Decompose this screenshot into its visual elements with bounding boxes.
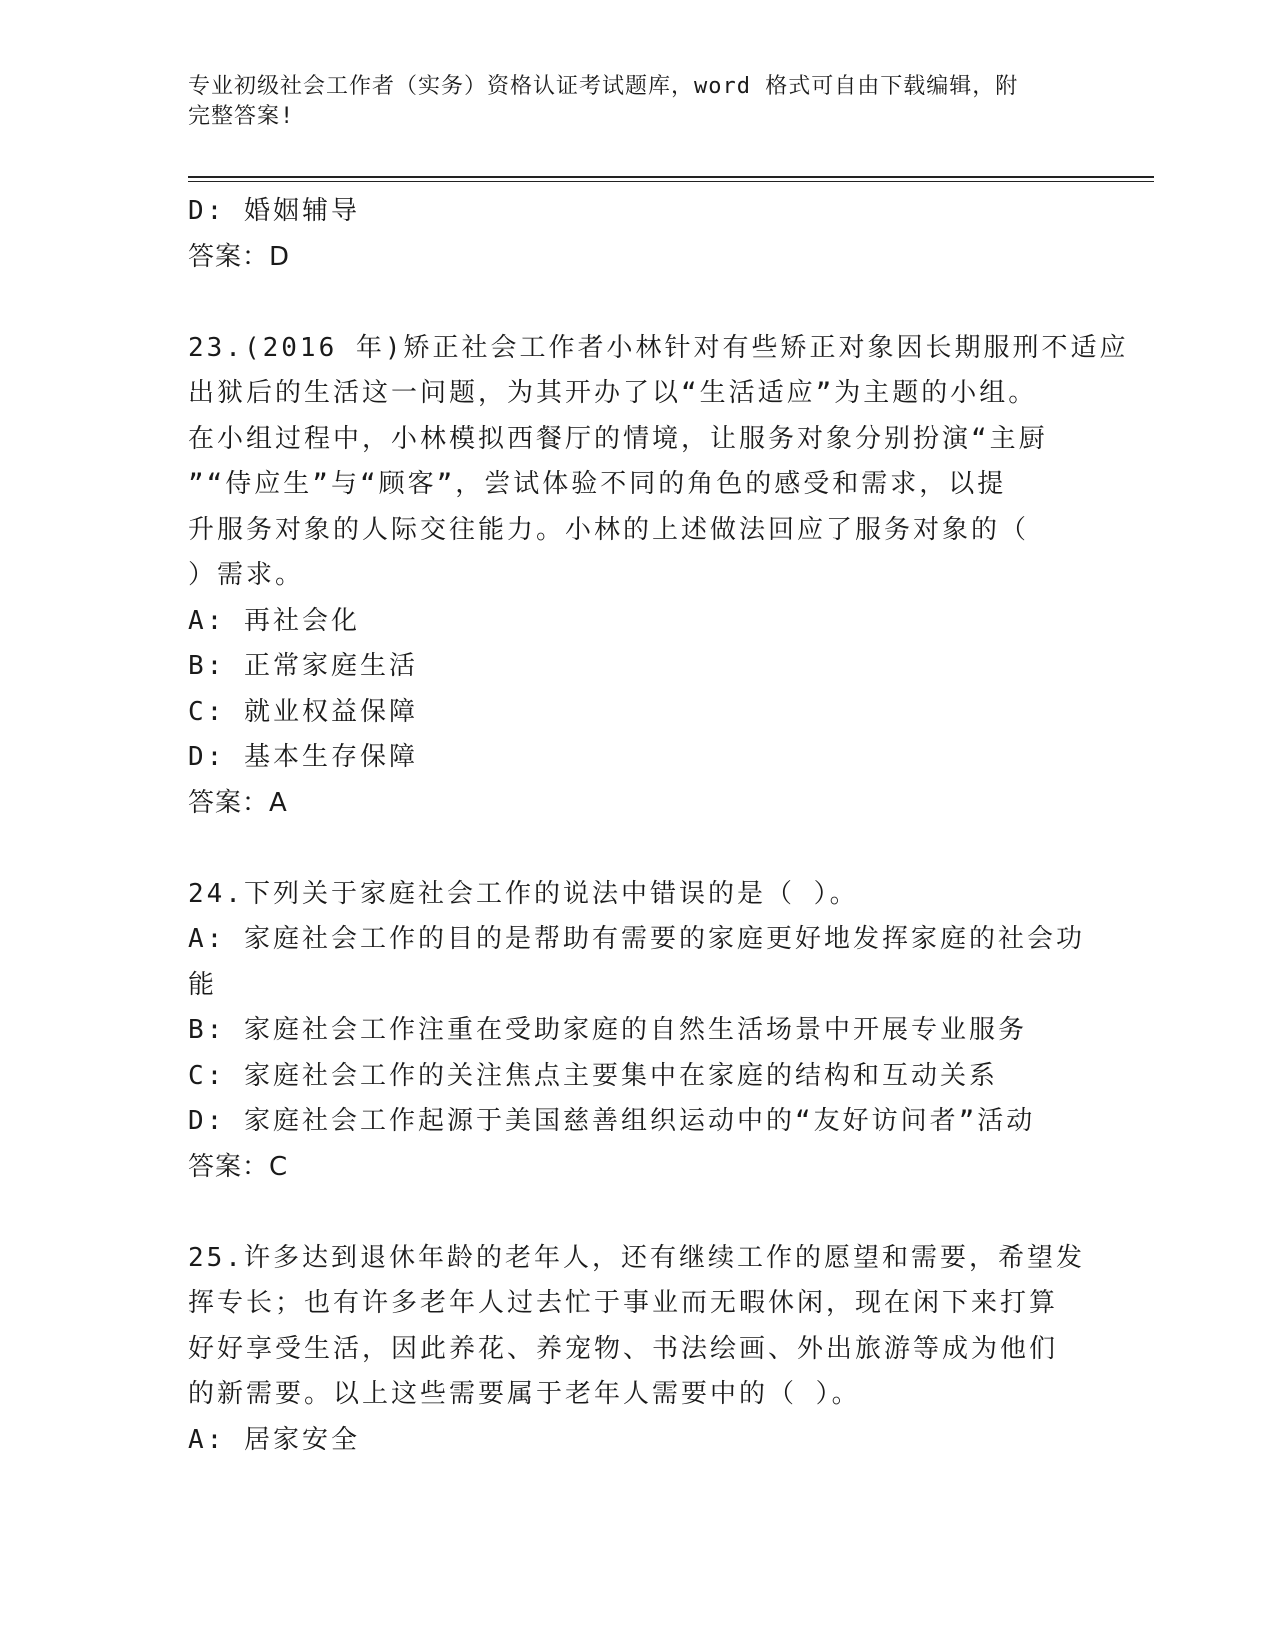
answer-line: 答案：A — [188, 787, 288, 818]
option-d: D: 家庭社会工作起源于美国慈善组织运动中的“友好访问者”活动 — [188, 1106, 1036, 1136]
question-text-line: ）需求。 — [188, 560, 305, 590]
option-a: A: 再社会化 — [188, 605, 360, 636]
question-text-line: 好好享受生活，因此养花、养宠物、书法绘画、外出旅游等成为他们 — [188, 1333, 1059, 1364]
option-b: B: 家庭社会工作注重在受助家庭的自然生活场景中开展专业服务 — [188, 1015, 1027, 1045]
question-text-line: ”“侍应生”与“顾客”，尝试体验不同的角色的感受和需求，以提 — [188, 469, 1007, 499]
question-text-line: 挥专长；也有许多老年人过去忙于事业而无暇休闲，现在闲下来打算 — [188, 1288, 1059, 1318]
page-header — [188, 72, 1068, 132]
question-text-line: 升服务对象的人际交往能力。小林的上述做法回应了服务对象的（ — [188, 514, 1030, 545]
question-list — [188, 189, 1129, 1463]
question-24 — [188, 872, 1088, 1191]
option-c: C: 就业权益保障 — [188, 696, 418, 727]
question-text-line: 25.许多达到退休年龄的老年人，还有继续工作的愿望和需要，希望发 — [188, 1242, 1085, 1273]
option-b: B: 正常家庭生活 — [188, 651, 418, 681]
option-a: A: 居家安全 — [188, 1424, 360, 1455]
question-text-line: 24.下列关于家庭社会工作的说法中错误的是（ ）。 — [188, 878, 859, 909]
question-25 — [188, 1236, 1088, 1464]
header-line-1: 专业初级社会工作者（实务）资格认证考试题库，word 格式可自由下载编辑，附 — [188, 74, 1019, 99]
option-d: D: 基本生存保障 — [188, 742, 418, 772]
header-line-2: 完整答案! — [188, 104, 295, 129]
header-divider-thin — [188, 181, 1154, 182]
option-c: C: 家庭社会工作的关注焦点主要集中在家庭的结构和互动关系 — [188, 1060, 998, 1091]
question-text-line: 23.(2016 年)矫正社会工作者小林针对有些矫正对象因长期服刑不适应 — [188, 332, 1129, 363]
question-text-line: 出狱后的生活这一问题，为其开办了以“生活适应”为主题的小组。 — [188, 378, 1038, 408]
option-d: D: 婚姻辅导 — [188, 196, 360, 226]
answer-line: 答案：D — [188, 241, 291, 272]
question-23 — [188, 326, 1129, 827]
spacer — [188, 280, 1088, 326]
question-text-line: 在小组过程中，小林模拟西餐厅的情境，让服务对象分别扮演“主厨 — [188, 423, 1048, 454]
question-text-line: 的新需要。以上这些需要属于老年人需要中的（ ）。 — [188, 1379, 861, 1409]
option-a: A: 家庭社会工作的目的是帮助有需要的家庭更好地发挥家庭的社会功 — [188, 924, 1085, 954]
header-divider-thick — [188, 176, 1154, 178]
spacer — [188, 826, 1088, 872]
option-a-continued: 能 — [188, 969, 218, 1000]
spacer — [188, 1190, 1088, 1236]
answer-line: 答案：C — [188, 1151, 289, 1182]
